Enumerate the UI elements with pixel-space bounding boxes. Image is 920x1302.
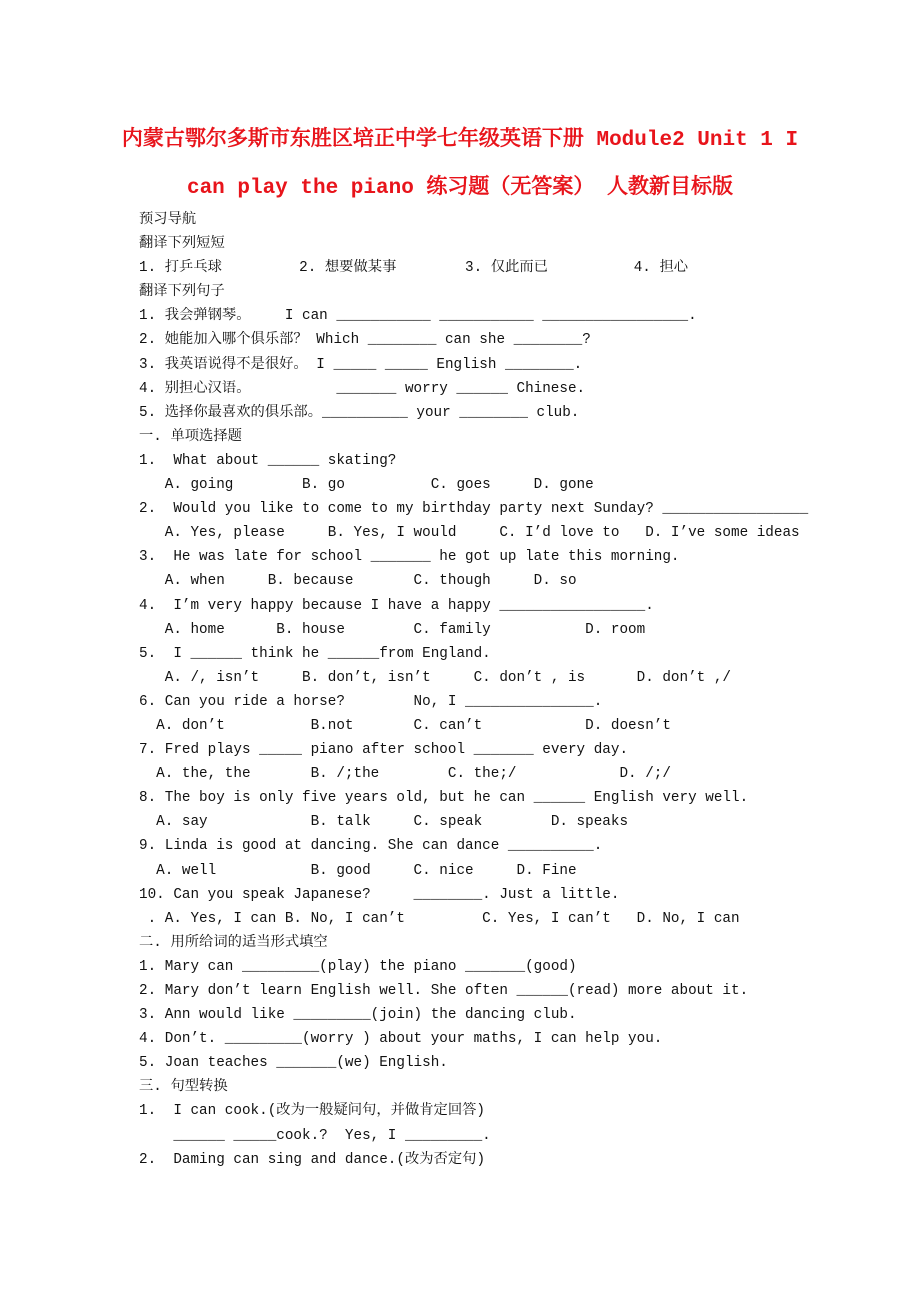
- document-line: A. the, the B. /;the C. the;/ D. /;/: [139, 766, 671, 783]
- document-line: 3. He was late for school _______ he got up late this morning.: [139, 549, 680, 566]
- document-line: 9. Linda is good at dancing. She can dance __________.: [139, 838, 603, 855]
- document-line: 翻译下列短短: [139, 236, 225, 253]
- document-line: 10. Can you speak Japanese? ________. Just a little.: [139, 886, 620, 903]
- document-line: 4. Don’t. _________(worry ) about your maths, I can help you.: [139, 1031, 663, 1048]
- document-line: ______ _____cook.? Yes, I _________.: [139, 1127, 491, 1144]
- document-line: 4. 别担心汉语。 _______ worry ______ Chinese.: [139, 380, 586, 397]
- document-line: A. say B. talk C. speak D. speaks: [139, 814, 629, 831]
- document-line: 2. Would you like to come to my birthday party next Sunday? _________________: [139, 501, 809, 518]
- document-line: 1. Mary can _________(play) the piano _______(good): [139, 958, 577, 975]
- document-line: 6. Can you ride a horse? No, I _______________.: [139, 693, 603, 710]
- document-line: 2. Mary don’t learn English well. She often ______(read) more about it.: [139, 983, 749, 999]
- document-title-line-1: 内蒙古鄂尔多斯市东胜区培正中学七年级英语下册 Module2 Unit 1 I: [121, 129, 799, 152]
- document-title-line-2: can play the piano 练习题（无答案） 人教新目标版: [186, 177, 734, 200]
- document-line: 4. I’m very happy because I have a happy _________________.: [139, 597, 654, 614]
- document-line: 2. 她能加入哪个俱乐部？ Which ________ can she ________?: [139, 332, 591, 349]
- document-line: 预习导航: [139, 212, 197, 228]
- document-line: A. going B. go C. goes D. gone: [139, 477, 594, 494]
- document-line: 1. I can cook.(改为一般疑问句，并做肯定回答): [139, 1103, 486, 1120]
- document-line: 1. 打乒乓球 2. 想要做某事 3. 仅此而已 4. 担心: [139, 260, 689, 277]
- document-line: 8. The boy is only five years old, but he can ______ English very well.: [139, 790, 749, 807]
- document-line: 5. 选择你最喜欢的俱乐部。__________ your ________ club.: [139, 404, 580, 421]
- document-line: 二. 用所给词的适当形式填空: [139, 934, 328, 951]
- document-line: 3. 我英语说得不是很好。 I _____ _____ English ________.: [139, 356, 583, 373]
- document-line: 2. Daming can sing and dance.(改为否定句): [139, 1151, 486, 1168]
- document-line: A. don’t B.not C. can’t D. doesn’t: [139, 717, 671, 734]
- document-line: 翻译下列句子: [139, 284, 225, 301]
- document-body: [139, 208, 839, 1172]
- document-line: 5. I ______ think he ______from England.: [139, 645, 491, 662]
- document-line: A. Yes, please B. Yes, I would C. I’d love to D. I’ve some ideas: [139, 525, 800, 542]
- document-line: 三. 句型转换: [139, 1079, 228, 1096]
- document-line: 1. 我会弹钢琴。 I can ___________ ___________ _________________.: [139, 308, 697, 325]
- document-line: 7. Fred plays _____ piano after school _______ every day.: [139, 742, 629, 759]
- document-line: A. home B. house C. family D. room: [139, 621, 646, 638]
- document-line: 5. Joan teaches _______(we) English.: [139, 1055, 448, 1072]
- document-line: A. /, isn’t B. don’t, isn’t C. don’t , is D. don’t ,/: [139, 669, 731, 686]
- document-line: 一. 单项选择题: [139, 428, 242, 445]
- document-line: 3. Ann would like _________(join) the dancing club.: [139, 1007, 577, 1024]
- document-line: 1. What about ______ skating?: [139, 452, 397, 469]
- document-line: A. when B. because C. though D. so: [139, 573, 577, 590]
- document-line: . A. Yes, I can B. No, I can’t C. Yes, I can’t D. No, I can: [139, 910, 740, 927]
- document-line: A. well B. good C. nice D. Fine: [139, 862, 577, 879]
